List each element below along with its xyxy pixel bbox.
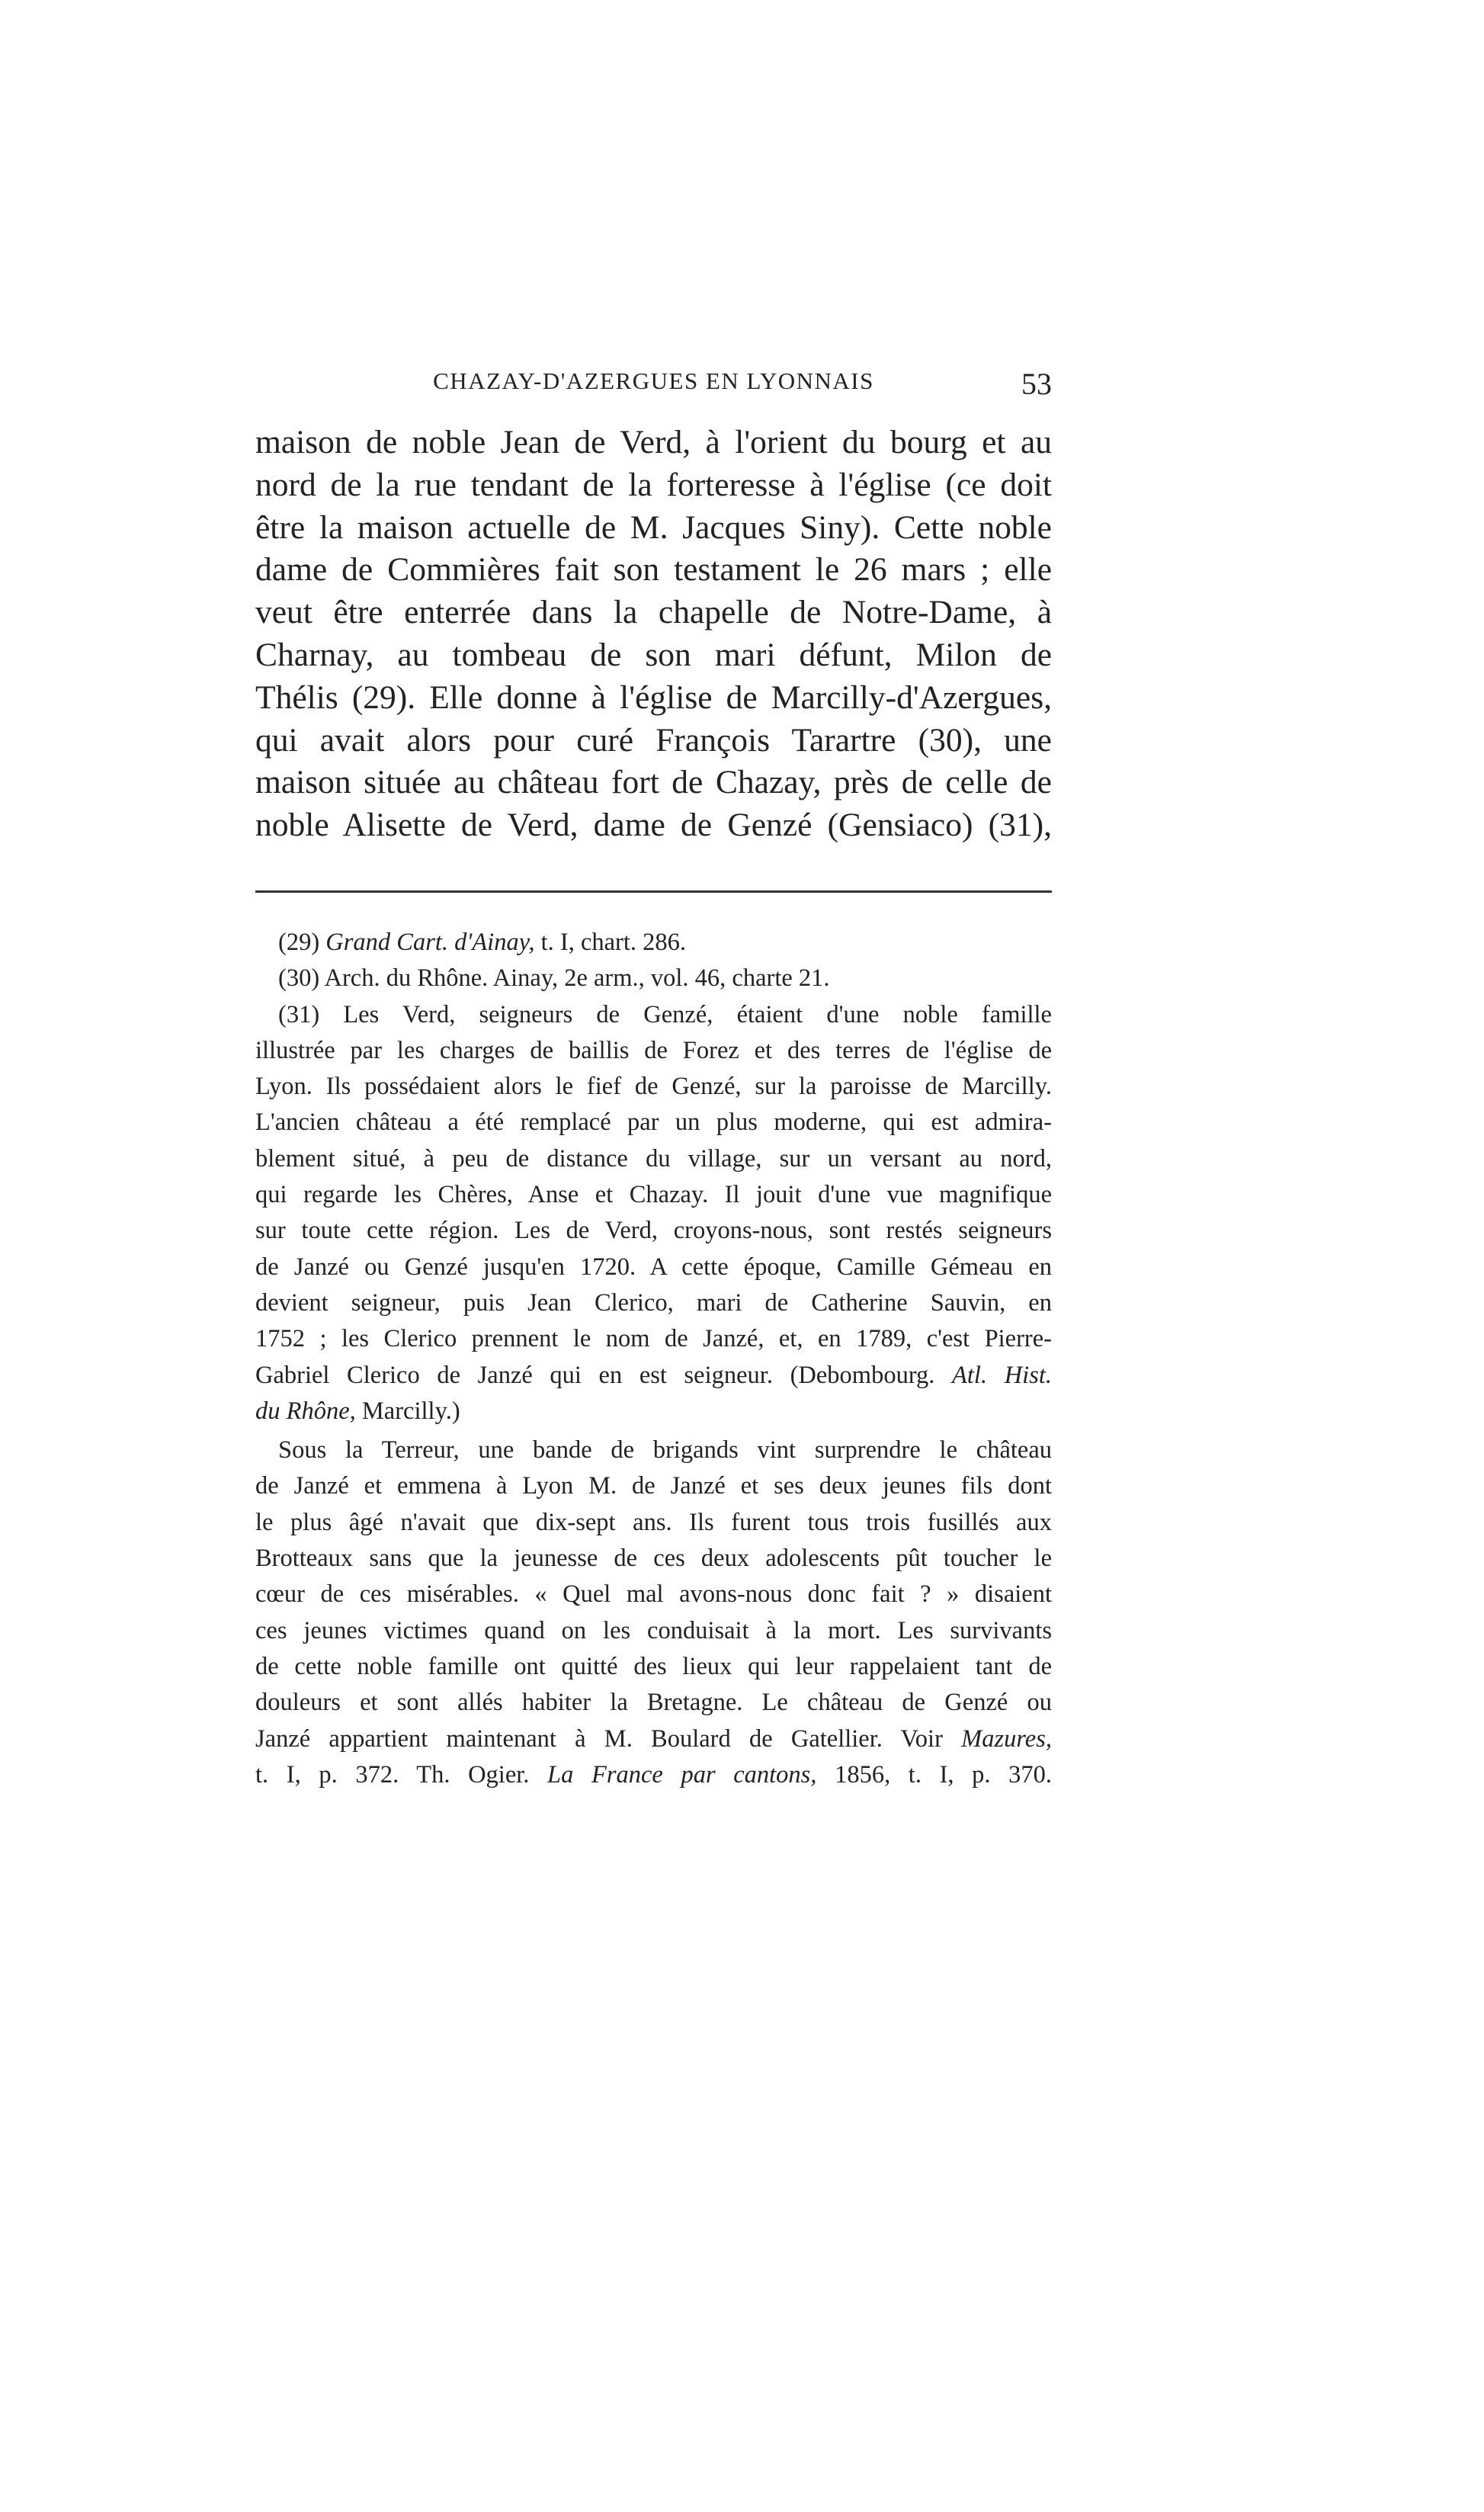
footnote-source: Mazures, <box>961 1724 1052 1753</box>
footnote-paragraph-line <box>255 1757 1052 1793</box>
text-line: noble Alisette de Verd, dame de Genzé (Gensiaco) (31), <box>255 807 1052 844</box>
footnote-31-line: Lyon. Ils possédaient alors le fief de Genzé, sur la paroisse de Marcilly. <box>255 1073 1052 1101</box>
footnote-paragraph-line: Sous la Terreur, une bande de brigands vint surprendre le château <box>278 1436 1052 1465</box>
text-line: maison située au château fort de Chazay, près de celle de <box>255 764 1052 801</box>
footnote-text: 1856, t. I, p. 370. <box>835 1760 1053 1789</box>
footnote-text: Janzé appartient maintenant à M. Boulard de Gatellier. Voir <box>255 1724 943 1753</box>
running-head <box>255 367 1052 413</box>
page-number: 53 <box>1021 367 1052 401</box>
text-line: qui avait alors pour curé François Tarartre (30), une <box>255 721 1052 759</box>
footnote-31-line: L'ancien château a été remplacé par un plus moderne, qui est admira- <box>255 1108 1052 1137</box>
text-line: dame de Commières fait son testament le 26 mars ; elle <box>255 551 1052 589</box>
footnote-31-line: devient seigneur, puis Jean Clerico, mari de Catherine Sauvin, en <box>255 1288 1052 1317</box>
text-line: Charnay, au tombeau de son mari défunt, Milon de <box>255 636 1052 673</box>
text-line: être la maison actuelle de M. Jacques Siny). Cette noble <box>255 508 1052 546</box>
text-line: veut être enterrée dans la chapelle de Notre-Dame, à <box>255 594 1052 631</box>
footnote-31-line <box>255 1394 1052 1429</box>
footnote-text: t. I, p. 372. Th. Ogier. <box>255 1760 530 1789</box>
text-line: Thélis (29). Elle donne à l'église de Marcilly-d'Azergues, <box>255 679 1052 716</box>
footnote-paragraph-line: douleurs et sont allés habiter la Bretagne. Le château de Genzé ou <box>255 1689 1052 1717</box>
footnote-paragraph-line: de Janzé et emmena à Lyon M. de Janzé et ses deux jeunes fils dont <box>255 1472 1052 1500</box>
footnote-text: Gabriel Clerico de Janzé qui en est seigneur. (Debombourg. <box>255 1361 935 1389</box>
footnote-29 <box>255 925 1052 961</box>
footnote-paragraph-line: ces jeunes victimes quand on les conduisait à la mort. Les survivants <box>255 1616 1052 1644</box>
footnote-source: La France par cantons, <box>547 1760 817 1789</box>
footnote-source: Atl. Hist. <box>952 1361 1052 1389</box>
footnote-paragraph-line: cœur de ces misérables. « Quel mal avons-nous donc fait ? » disaient <box>255 1580 1052 1609</box>
footnote-paragraph-line: de cette noble famille ont quitté des lieux qui leur rappelaient tant de <box>255 1652 1052 1680</box>
footnote-text: Marcilly.) <box>361 1397 460 1425</box>
footnote-31-line: de Janzé ou Genzé jusqu'en 1720. A cette époque, Camille Gémeau en <box>255 1253 1052 1281</box>
footnote-30: (30) Arch. du Rhône. Ainay, 2e arm., vol. 46, charte 21. <box>278 964 830 993</box>
footnote-31-line <box>255 1358 1052 1394</box>
main-paragraph <box>255 422 1052 847</box>
footnote-paragraph-line: le plus âgé n'avait que dix-sept ans. Ils furent tous trois fusillés aux <box>255 1508 1052 1536</box>
footnote-paragraph-line <box>255 1721 1052 1757</box>
footnote-divider <box>255 890 1052 893</box>
running-title: CHAZAY-D'AZERGUES EN LYONNAIS <box>433 367 874 394</box>
footnote-source: du Rhône, <box>255 1397 356 1425</box>
footnote-number: (29) <box>278 929 320 956</box>
footnote-31-line: illustrée par les charges de baillis de Forez et des terres de l'église de <box>255 1036 1052 1064</box>
footnotes <box>255 925 1052 1793</box>
footnote-paragraph-line: Brotteaux sans que la jeunesse de ces deux adolescents pût toucher le <box>255 1545 1052 1573</box>
footnote-31-line: qui regarde les Chères, Anse et Chazay. Il jouit d'une vue magnifique <box>255 1181 1052 1209</box>
text-line: nord de la rue tendant de la forteresse à l'église (ce doit <box>255 466 1052 503</box>
footnote-31-line: blement situé, à peu de distance du village, sur un versant au nord, <box>255 1144 1052 1173</box>
footnote-31-line: sur toute cette région. Les de Verd, croyons-nous, sont restés seigneurs <box>255 1217 1052 1245</box>
footnote-31-line: 1752 ; les Clerico prennent le nom de Janzé, et, en 1789, c'est Pierre- <box>255 1325 1052 1353</box>
text-line: maison de noble Jean de Verd, à l'orient du bourg et au <box>255 424 1052 460</box>
footnote-31-line: (31) Les Verd, seigneurs de Genzé, étaient d'une noble famille <box>278 1000 1052 1028</box>
footnote-source: Grand Cart. d'Ainay, <box>325 929 535 956</box>
footnote-text: t. I, chart. 286. <box>540 929 687 956</box>
